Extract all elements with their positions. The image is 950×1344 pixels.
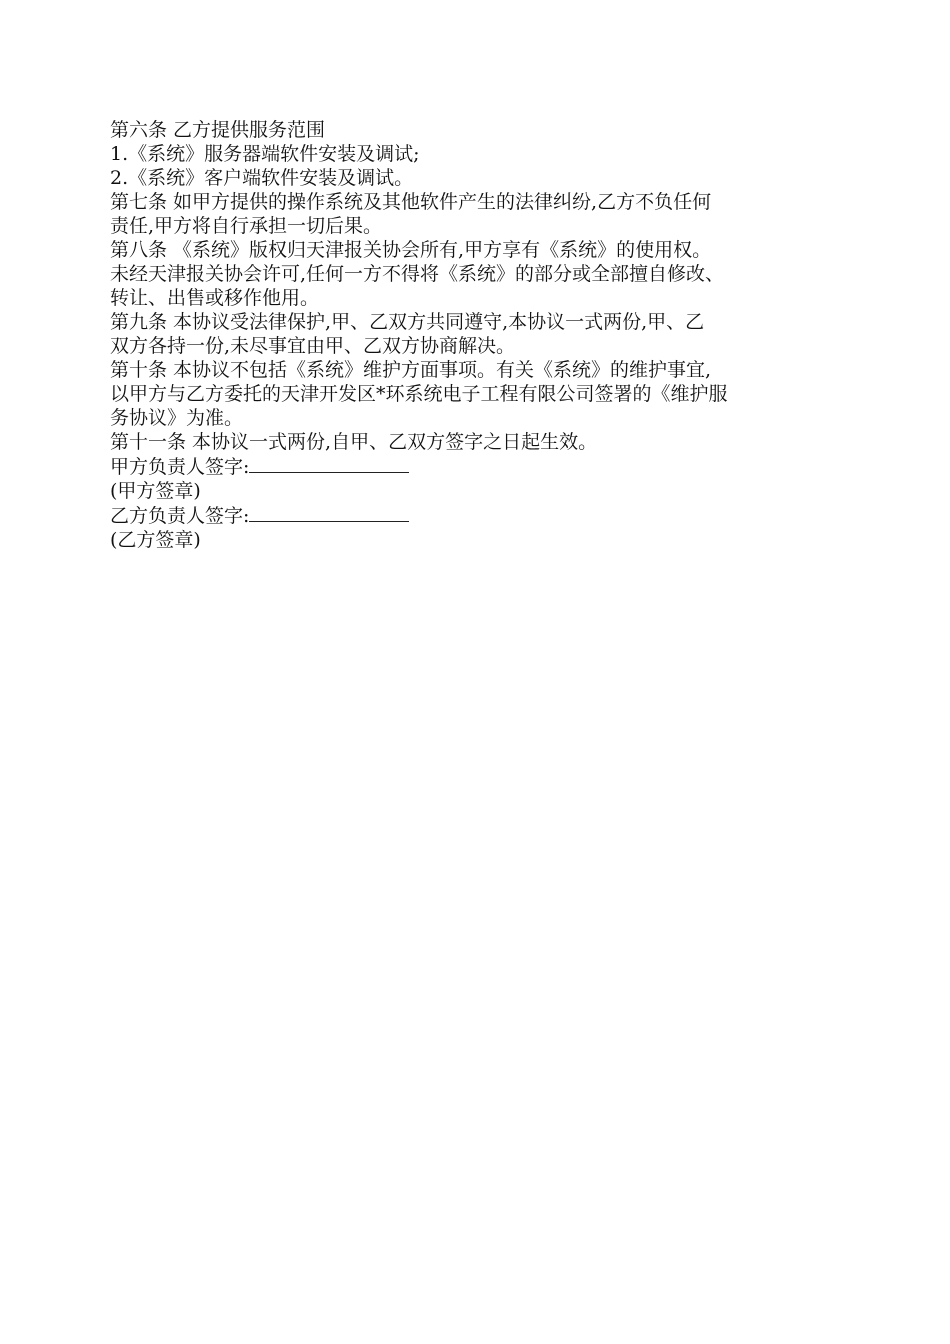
article-7-line-1: 第七条 如甲方提供的操作系统及其他软件产生的法律纠纷,乙方不负任何 <box>110 191 712 213</box>
article-7-line-2: 责任,甲方将自行承担一切后果。 <box>110 215 383 237</box>
article-9-line-2: 双方各持一份,未尽事宜由甲、乙双方协商解决。 <box>110 335 516 357</box>
article-10-line-3: 务协议》为准。 <box>110 407 244 429</box>
article-6-item-1: 1.《系统》服务器端软件安装及调试; <box>110 143 420 165</box>
article-8-line-3: 转让、出售或移作他用。 <box>110 287 320 309</box>
article-6-item-2: 2.《系统》客户端软件安装及调试。 <box>110 167 414 189</box>
party-a-seal: (甲方签章) <box>110 480 201 502</box>
article-8-line-1: 第八条 《系统》版权归天津报关协会所有,甲方享有《系统》的使用权。 <box>110 239 712 261</box>
party-b-seal: (乙方签章) <box>110 529 201 551</box>
article-9-line-1: 第九条 本协议受法律保护,甲、乙双方共同遵守,本协议一式两份,甲、乙 <box>110 311 705 333</box>
party-b-signature-blank <box>249 503 409 522</box>
article-11-line-1: 第十一条 本协议一式两份,自甲、乙双方签字之日起生效。 <box>110 431 598 453</box>
article-10-line-2: 以甲方与乙方委托的天津开发区*环系统电子工程有限公司签署的《维护服 <box>110 383 728 405</box>
party-a-signature-label: 甲方负责人签字: <box>110 456 250 478</box>
party-b-signature-row <box>110 503 845 528</box>
article-8-line-2: 未经天津报关协会许可,任何一方不得将《系统》的部分或全部擅自修改、 <box>110 263 725 285</box>
party-a-signature-row <box>110 454 845 479</box>
party-b-signature-label: 乙方负责人签字: <box>110 505 250 527</box>
article-10-line-1: 第十条 本协议不包括《系统》维护方面事项。有关《系统》的维护事宜, <box>110 359 712 381</box>
document-body <box>110 118 845 552</box>
article-6-heading: 第六条 乙方提供服务范围 <box>110 119 326 141</box>
party-a-signature-blank <box>249 454 409 473</box>
